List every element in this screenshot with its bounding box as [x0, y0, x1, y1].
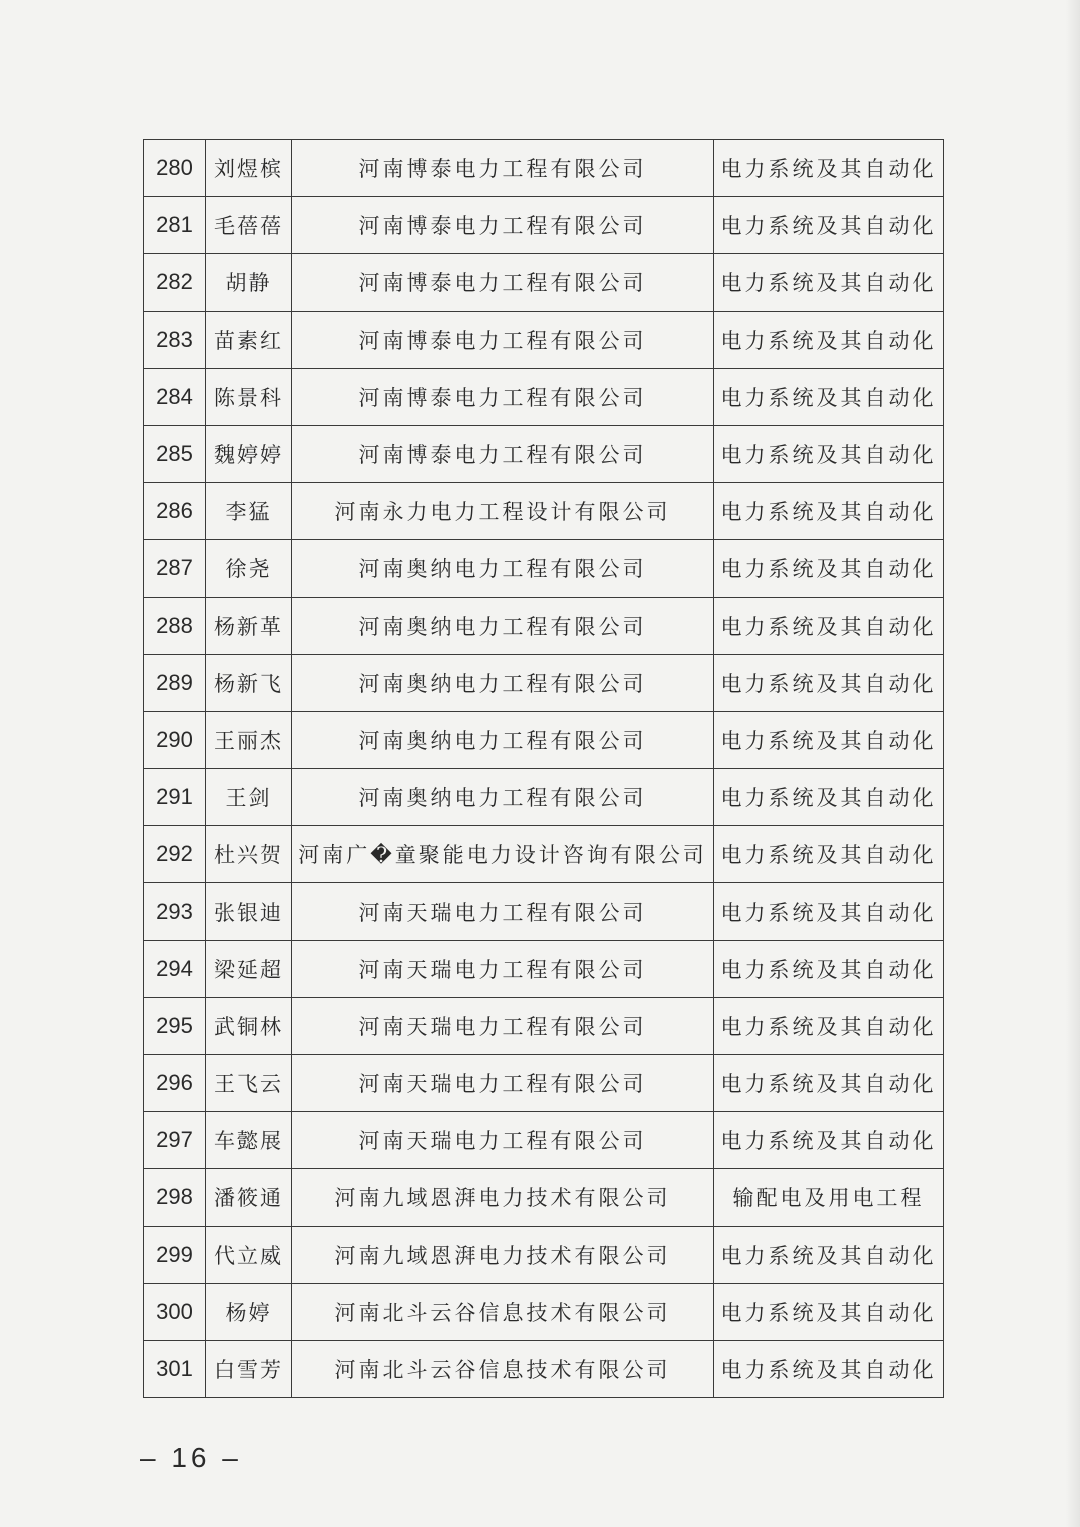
table-row [144, 883, 944, 940]
person-name-cell: 胡静 [206, 254, 292, 311]
major-cell: 电力系统及其自动化 [714, 311, 944, 368]
row-number-cell: 294 [144, 940, 206, 997]
major-cell: 电力系统及其自动化 [714, 1340, 944, 1397]
major-cell: 电力系统及其自动化 [714, 940, 944, 997]
row-number-cell: 280 [144, 140, 206, 197]
major-cell: 电力系统及其自动化 [714, 254, 944, 311]
row-number-cell: 301 [144, 1340, 206, 1397]
person-name-cell: 杨新革 [206, 597, 292, 654]
page-edge-shadow [1066, 0, 1080, 1527]
row-number-cell: 282 [144, 254, 206, 311]
person-name-cell: 苗素红 [206, 311, 292, 368]
person-name-cell: 毛蓓蓓 [206, 197, 292, 254]
company-cell: 河南奥纳电力工程有限公司 [292, 711, 714, 768]
person-name-cell: 陈景科 [206, 368, 292, 425]
row-number-cell: 283 [144, 311, 206, 368]
table-row [144, 140, 944, 197]
person-name-cell: 车懿展 [206, 1112, 292, 1169]
company-cell: 河南天瑞电力工程有限公司 [292, 997, 714, 1054]
person-name-cell: 王飞云 [206, 1055, 292, 1112]
row-number-cell: 298 [144, 1169, 206, 1226]
row-number-cell: 288 [144, 597, 206, 654]
roster-table-body [144, 140, 944, 1398]
person-name-cell: 潘筱通 [206, 1169, 292, 1226]
person-name-cell: 李猛 [206, 483, 292, 540]
major-cell: 输配电及用电工程 [714, 1169, 944, 1226]
table-row [144, 826, 944, 883]
row-number-cell: 289 [144, 654, 206, 711]
table-row [144, 1340, 944, 1397]
major-cell: 电力系统及其自动化 [714, 1226, 944, 1283]
company-cell: 河南博泰电力工程有限公司 [292, 254, 714, 311]
person-name-cell: 王剑 [206, 769, 292, 826]
person-name-cell: 杨婷 [206, 1283, 292, 1340]
company-cell: 河南奥纳电力工程有限公司 [292, 597, 714, 654]
major-cell: 电力系统及其自动化 [714, 597, 944, 654]
major-cell: 电力系统及其自动化 [714, 883, 944, 940]
major-cell: 电力系统及其自动化 [714, 1112, 944, 1169]
row-number-cell: 297 [144, 1112, 206, 1169]
company-cell: 河南天瑞电力工程有限公司 [292, 883, 714, 940]
table-row [144, 311, 944, 368]
company-cell: 河南广�童聚能电力设计咨询有限公司 [292, 826, 714, 883]
row-number-cell: 296 [144, 1055, 206, 1112]
company-cell: 河南北斗云谷信息技术有限公司 [292, 1283, 714, 1340]
person-name-cell: 武铜林 [206, 997, 292, 1054]
company-cell: 河南奥纳电力工程有限公司 [292, 654, 714, 711]
person-name-cell: 白雪芳 [206, 1340, 292, 1397]
row-number-cell: 281 [144, 197, 206, 254]
table-row [144, 197, 944, 254]
row-number-cell: 295 [144, 997, 206, 1054]
row-number-cell: 285 [144, 425, 206, 482]
company-cell: 河南博泰电力工程有限公司 [292, 368, 714, 425]
table-row [144, 1055, 944, 1112]
table-row [144, 940, 944, 997]
person-name-cell: 徐尧 [206, 540, 292, 597]
person-name-cell: 杜兴贺 [206, 826, 292, 883]
company-cell: 河南奥纳电力工程有限公司 [292, 769, 714, 826]
company-cell: 河南博泰电力工程有限公司 [292, 311, 714, 368]
row-number-cell: 290 [144, 711, 206, 768]
page-number: – 16 – [140, 1442, 242, 1473]
major-cell: 电力系统及其自动化 [714, 425, 944, 482]
person-name-cell: 张银迪 [206, 883, 292, 940]
company-cell: 河南天瑞电力工程有限公司 [292, 1055, 714, 1112]
major-cell: 电力系统及其自动化 [714, 368, 944, 425]
company-cell: 河南九域恩湃电力技术有限公司 [292, 1169, 714, 1226]
table-row [144, 1226, 944, 1283]
row-number-cell: 284 [144, 368, 206, 425]
table-row [144, 1283, 944, 1340]
person-name-cell: 代立威 [206, 1226, 292, 1283]
major-cell: 电力系统及其自动化 [714, 997, 944, 1054]
major-cell: 电力系统及其自动化 [714, 1055, 944, 1112]
row-number-cell: 292 [144, 826, 206, 883]
row-number-cell: 291 [144, 769, 206, 826]
major-cell: 电力系统及其自动化 [714, 140, 944, 197]
company-cell: 河南九域恩湃电力技术有限公司 [292, 1226, 714, 1283]
major-cell: 电力系统及其自动化 [714, 540, 944, 597]
major-cell: 电力系统及其自动化 [714, 826, 944, 883]
major-cell: 电力系统及其自动化 [714, 654, 944, 711]
company-cell: 河南博泰电力工程有限公司 [292, 197, 714, 254]
company-cell: 河南博泰电力工程有限公司 [292, 140, 714, 197]
person-name-cell: 刘煜槟 [206, 140, 292, 197]
row-number-cell: 293 [144, 883, 206, 940]
row-number-cell: 287 [144, 540, 206, 597]
table-row [144, 769, 944, 826]
person-name-cell: 魏婷婷 [206, 425, 292, 482]
major-cell: 电力系统及其自动化 [714, 711, 944, 768]
major-cell: 电力系统及其自动化 [714, 769, 944, 826]
table-row [144, 540, 944, 597]
row-number-cell: 286 [144, 483, 206, 540]
company-cell: 河南博泰电力工程有限公司 [292, 425, 714, 482]
table-row [144, 654, 944, 711]
roster-table [143, 139, 944, 1398]
person-name-cell: 梁延超 [206, 940, 292, 997]
table-row [144, 711, 944, 768]
table-row [144, 483, 944, 540]
row-number-cell: 300 [144, 1283, 206, 1340]
major-cell: 电力系统及其自动化 [714, 483, 944, 540]
table-row [144, 1169, 944, 1226]
company-cell: 河南天瑞电力工程有限公司 [292, 1112, 714, 1169]
person-name-cell: 杨新飞 [206, 654, 292, 711]
table-row [144, 597, 944, 654]
company-cell: 河南奥纳电力工程有限公司 [292, 540, 714, 597]
row-number-cell: 299 [144, 1226, 206, 1283]
person-name-cell: 王丽杰 [206, 711, 292, 768]
table-row [144, 1112, 944, 1169]
table-row [144, 368, 944, 425]
major-cell: 电力系统及其自动化 [714, 197, 944, 254]
company-cell: 河南永力电力工程设计有限公司 [292, 483, 714, 540]
major-cell: 电力系统及其自动化 [714, 1283, 944, 1340]
table-row [144, 254, 944, 311]
table-row [144, 425, 944, 482]
company-cell: 河南北斗云谷信息技术有限公司 [292, 1340, 714, 1397]
company-cell: 河南天瑞电力工程有限公司 [292, 940, 714, 997]
table-row [144, 997, 944, 1054]
